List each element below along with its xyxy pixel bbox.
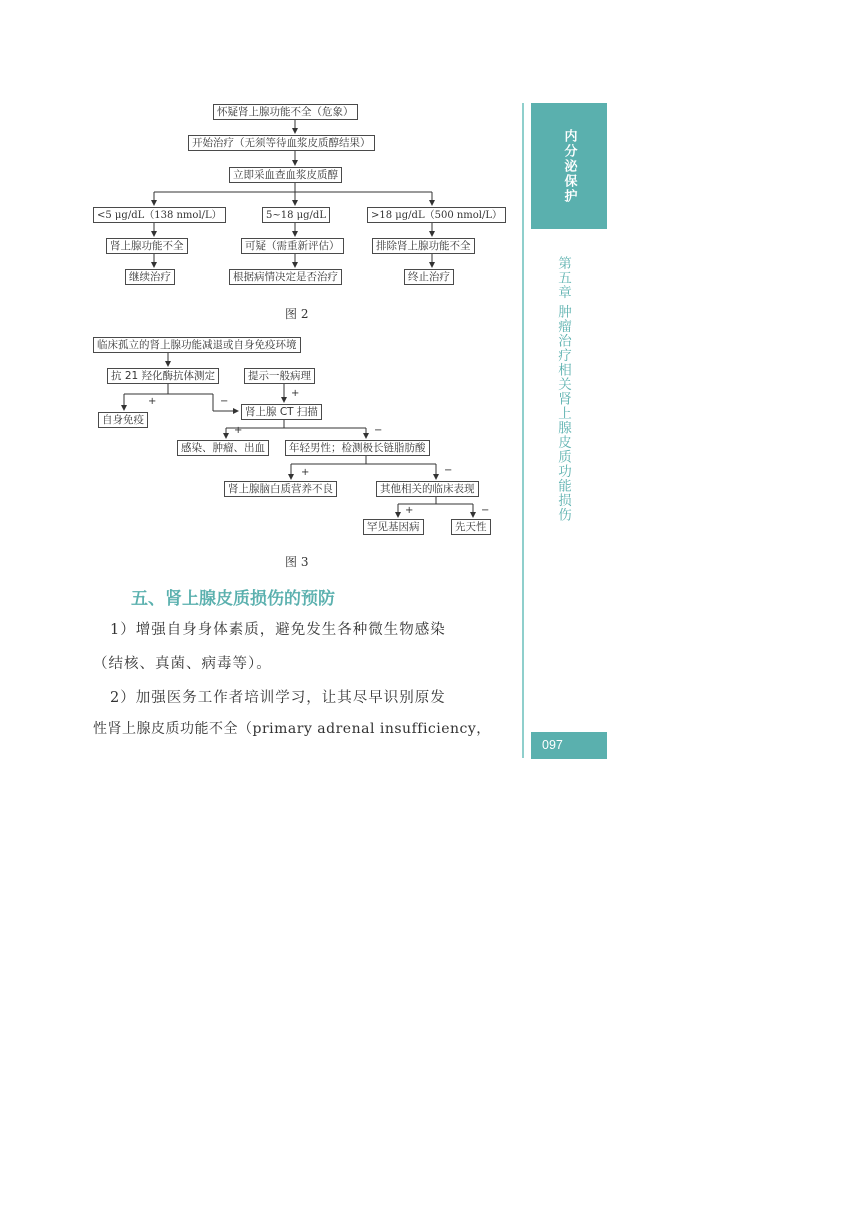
paragraph-1-line-1: 1）增强自身身体素质，避免发生各种微生物感染 [110,622,446,638]
section-tab-label: 内分泌保护 [561,128,577,204]
paragraph-2-line-2: 性肾上腺皮质功能不全（primary adrenal insufficiency， [93,721,491,737]
fc3-sign-plus: + [291,388,300,399]
fc3-young-male-box: 年轻男性；检测极长链脂肪酸 [285,440,430,456]
fc2-stop-box: 终止治疗 [404,269,454,285]
fc3-rare-box: 罕见基因病 [363,519,424,535]
fc3-ald-box: 肾上腺脑白质营养不良 [224,481,337,497]
fc3-sign-minus: − [220,396,229,407]
margin-rule [522,103,524,758]
fc2-start-treatment-box: 开始治疗（无须等待血浆皮质醇结果） [188,135,375,151]
fc2-possible-box: 可疑（需重新评估） [241,238,344,254]
fc2-exclude-box: 排除肾上腺功能不全 [372,238,475,254]
fc3-infection-box: 感染、肿瘤、出血 [177,440,269,456]
fc3-sign-plus: + [301,467,310,478]
fc3-pathology-box: 提示一般病理 [244,368,315,384]
fc2-continue-box: 继续治疗 [125,269,175,285]
fc2-suspect-box: 怀疑肾上腺功能不全（危象） [213,104,358,120]
paragraph-2-line-1: 2）加强医务工作者培训学习，让其尽早识别原发 [110,690,446,706]
fc3-clinical-box: 临床孤立的肾上腺功能减退或自身免疫环境 [93,337,301,353]
fc2-high-box: >18 μg/dL（500 nmol/L） [367,207,506,223]
paragraph-1-line-2: （结核、真菌、病毒等）。 [93,656,272,672]
chapter-title: 第五章 肿瘤治疗相关肾上腺皮质功能损伤 [555,256,571,523]
page-number: 097 [531,732,607,759]
fc3-ct-box: 肾上腺 CT 扫描 [241,404,322,420]
fc2-insufficiency-box: 肾上腺功能不全 [106,238,188,254]
fc3-autoimmune-box: 自身免疫 [98,412,148,428]
fc3-other-box: 其他相关的临床表现 [376,481,479,497]
fc3-sign-plus: + [148,396,157,407]
fc3-sign-minus: − [444,465,453,476]
section-title: 五、肾上腺皮质损伤的预防 [131,589,335,609]
fc3-antibody-box: 抗 21 羟化酶抗体测定 [107,368,219,384]
fc3-sign-minus: − [481,505,490,516]
section-tab [531,103,607,229]
figure2-caption: 图 2 [285,307,309,321]
fc3-sign-plus: + [405,505,414,516]
fc2-decide-box: 根据病情决定是否治疗 [229,269,342,285]
figure3-caption: 图 3 [285,555,309,569]
fc3-congenital-box: 先天性 [451,519,491,535]
fc2-draw-blood-box: 立即采血查血浆皮质醇 [229,167,342,183]
fc3-sign-minus: − [374,425,383,436]
fc2-low-box: <5 μg/dL（138 nmol/L） [93,207,226,223]
fc3-sign-plus: + [234,425,243,436]
fc2-mid-box: 5~18 μg/dL [262,207,330,223]
